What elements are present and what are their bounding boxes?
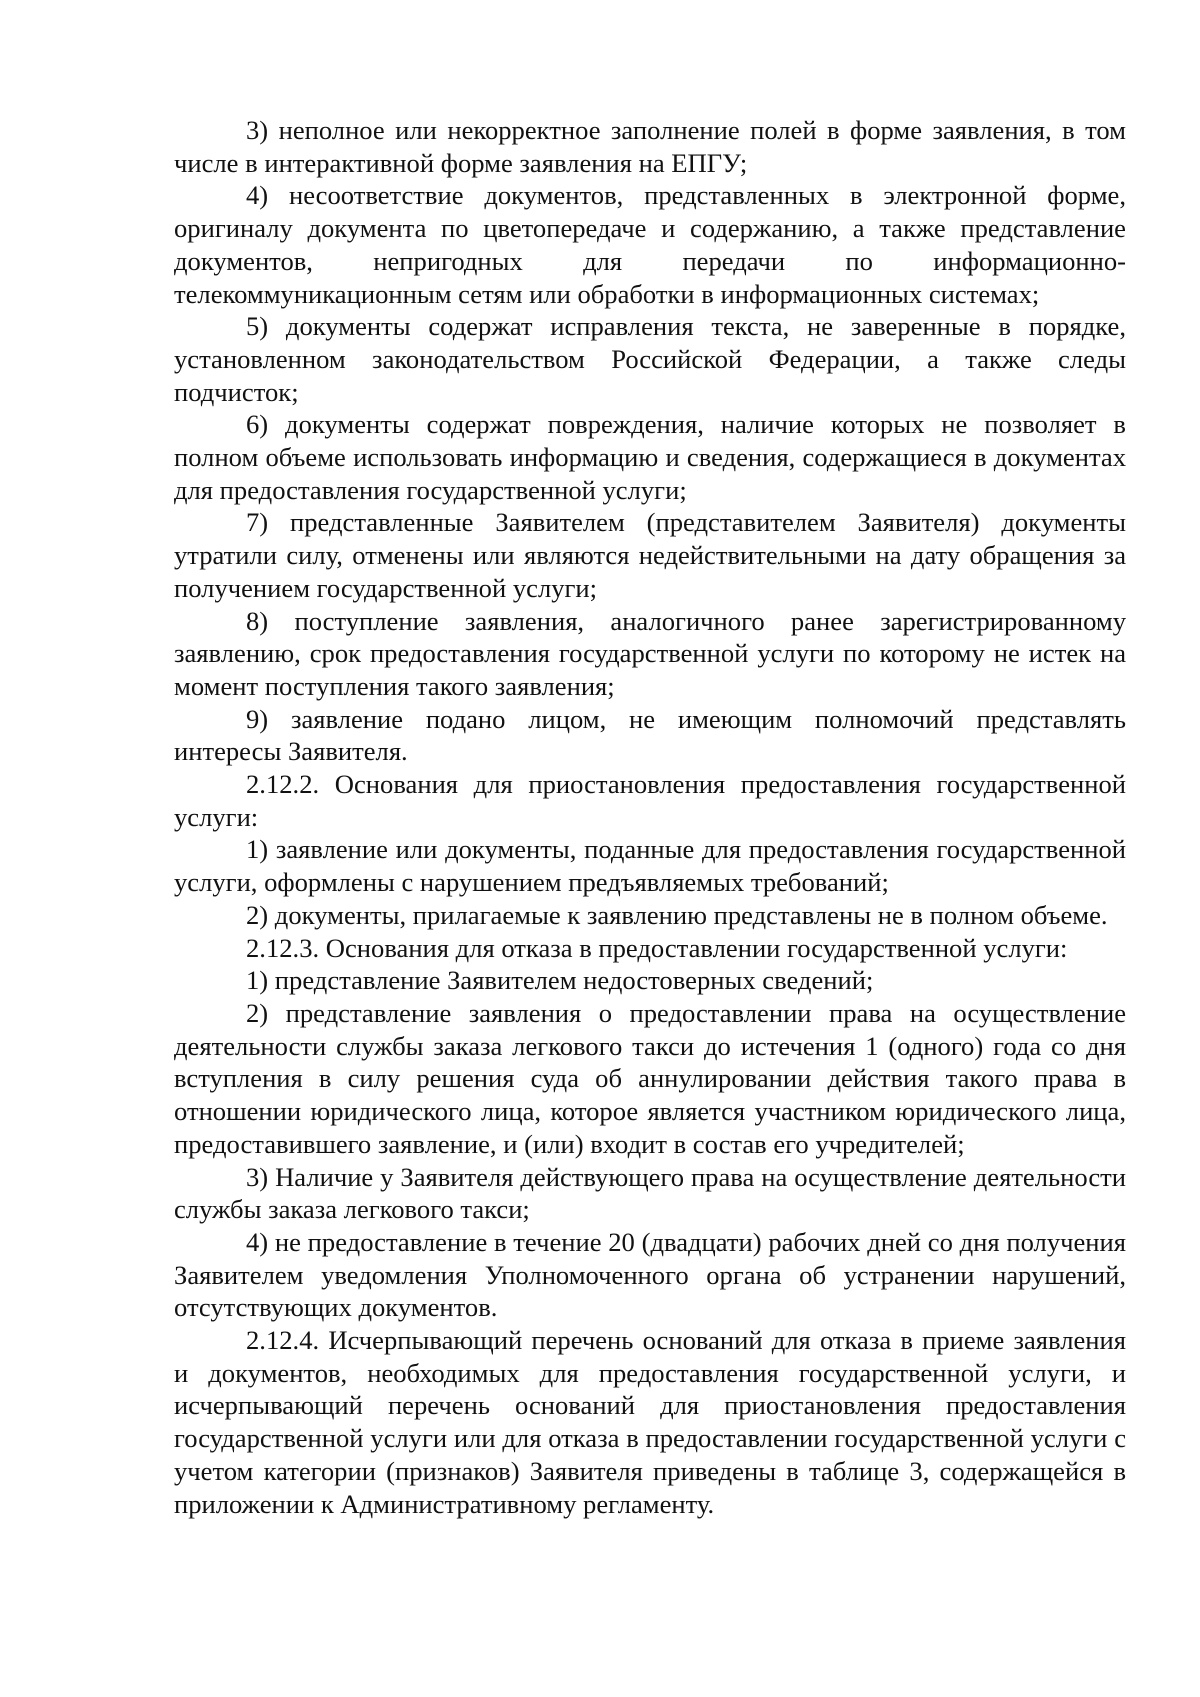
- paragraph-denial-item-3: 3) Наличие у Заявителя действующего права на осуществление деятельности службы заказа легкового такси;: [174, 1161, 1126, 1225]
- paragraph-refusal-item-5: 5) документы содержат исправления текста, не заверенные в порядке, установленном законодательством Российской Федерации, а также следы подчисток;: [174, 311, 1126, 407]
- paragraph-suspension-item-2: 2) документы, прилагаемые к заявлению представлены не в полном объеме.: [246, 899, 1108, 930]
- paragraph-refusal-item-3: 3) неполное или некорректное заполнение полей в форме заявления, в том числе в интерактивной форме заявления на ЕПГУ;: [174, 115, 1126, 178]
- paragraph-denial-item-1: 1) представление Заявителем недостоверных сведений;: [246, 965, 874, 996]
- paragraph-suspension-item-1: 1) заявление или документы, поданные для предоставления государственной услуги, оформлены с нарушением предъявляемых требований;: [174, 834, 1126, 898]
- paragraph-refusal-item-4: 4) несоответствие документов, представленных в электронной форме, оригиналу документа по цветопередаче и содержанию, а также представление документов, непригодных для передачи по информационно-телекоммуникационным сетям или обработки в информационных системах;: [174, 180, 1126, 309]
- paragraph-refusal-item-7: 7) представленные Заявителем (представителем Заявителя) документы утратили силу, отменены или являются недействительными на дату обращения за получением государственной услуги;: [174, 507, 1126, 603]
- section-2-12-2-heading: 2.12.2. Основания для приостановления предоставления государственной услуги:: [174, 769, 1126, 832]
- paragraph-refusal-item-8: 8) поступление заявления, аналогичного ранее зарегистрированному заявлению, срок предоставления государственной услуги по которому не истек на момент поступления такого заявления;: [174, 605, 1126, 701]
- section-2-12-3-heading: 2.12.3. Основания для отказа в предоставлении государственной услуги:: [246, 932, 1068, 963]
- paragraph-refusal-item-9: 9) заявление подано лицом, не имеющим полномочий представлять интересы Заявителя.: [174, 703, 1126, 767]
- section-2-12-4-paragraph: 2.12.4. Исчерпывающий перечень оснований для отказа в приеме заявления и документов, необходимых для предоставления государственной услуги, и исчерпывающий перечень оснований для приостановления предоставления государственной услуги или для отказа в предоставлении государственной услуги с учетом категории (признаков) Заявителя приведены в таблице 3, содержащейся в приложении к Административному регламенту.: [174, 1325, 1126, 1519]
- paragraph-refusal-item-6: 6) документы содержат повреждения, наличие которых не позволяет в полном объеме использовать информацию и сведения, содержащиеся в документах для предоставления государственной услуги;: [174, 409, 1126, 505]
- paragraph-denial-item-2: 2) представление заявления о предоставлении права на осуществление деятельности службы заказа легкового такси до истечения 1 (одного) года со дня вступления в силу решения суда об аннулировании действия такого права в отношении юридического лица, которое является участником юридического лица, предоставившего заявление, и (или) входит в состав его учредителей;: [174, 997, 1126, 1159]
- document-body: [174, 114, 1126, 1520]
- paragraph-denial-item-4: 4) не предоставление в течение 20 (двадцати) рабочих дней со дня получения Заявителем уведомления Уполномоченного органа об устранении нарушений, отсутствующих документов.: [174, 1226, 1126, 1323]
